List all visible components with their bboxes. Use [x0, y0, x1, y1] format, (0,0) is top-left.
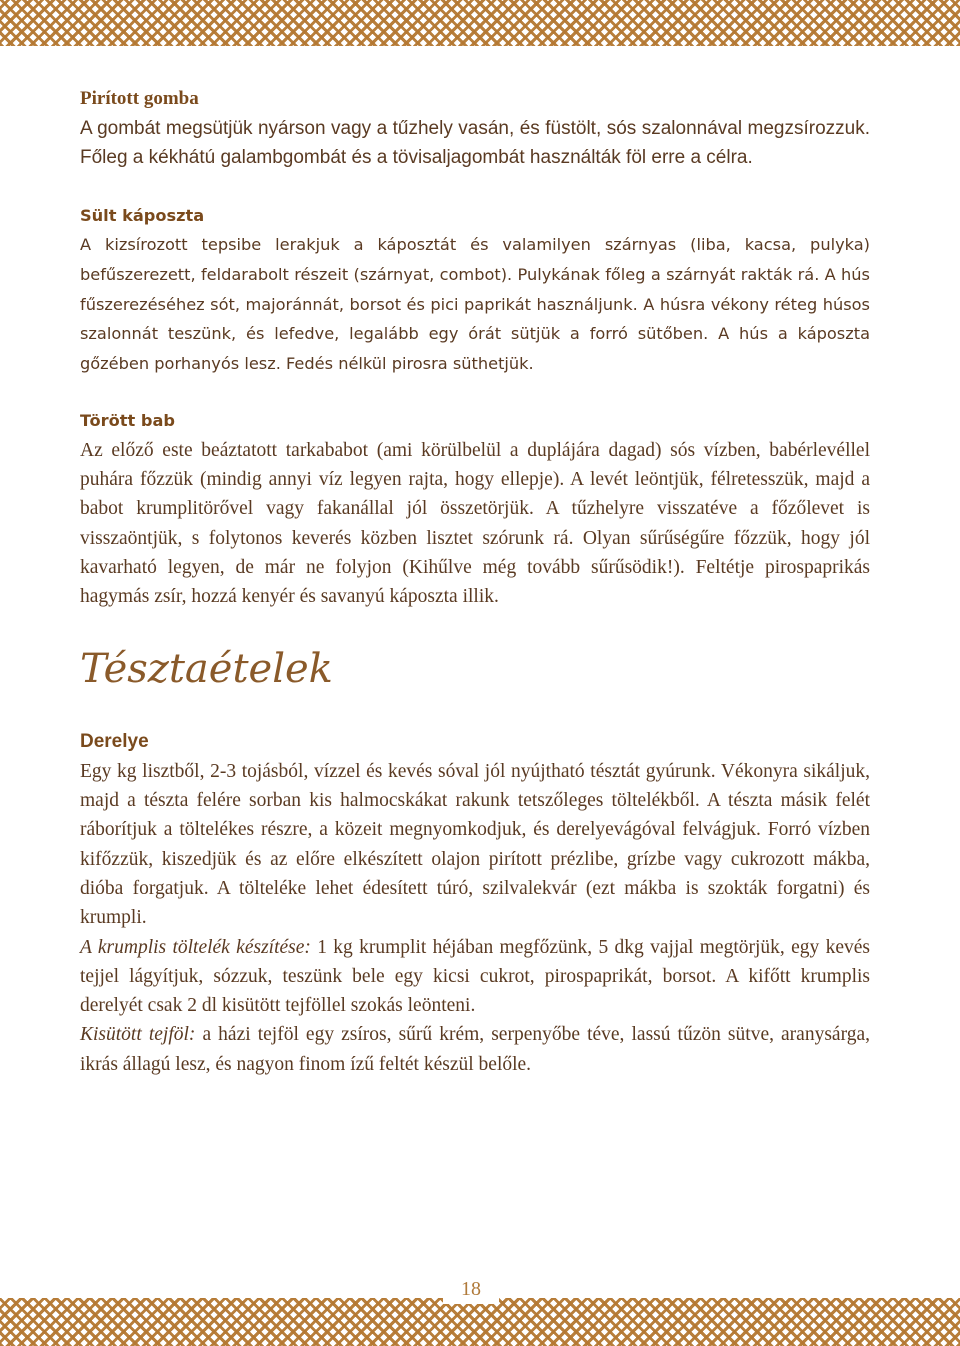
note-text: a házi tejföl egy zsíros, sűrű krém, serpenyőbe téve, lassú tűzön sütve, aranysárga, ikrás állagú lesz, és nagyon finom ízű feltét készül belőle.: [80, 1024, 870, 1075]
recipe-text: A kizsírozott tepsibe lerakjuk a káposztát és valamilyen szárnyas (liba, kacsa, pulyka) befűszerezett, feldarabolt részeit (szárnyat, combot). Pulykának főleg a szárnyát rakták rá. A hús fűszerezéséhez sót, majoránnát, borsot és pici paprikát használjunk. A húsra vékony réteg húsos szalonnát teszünk, és lefedve, legalább egy órát sütjük a forró sütőben. A hús a káposzta gőzében porhanyós lesz. Fedés nélkül pirosra süthetjük.: [80, 235, 870, 373]
recipe-sult-kaposzta: [80, 201, 870, 379]
recipe-piritott-gomba: [80, 84, 870, 173]
note-label: Kisütött tejföl:: [80, 1024, 196, 1046]
recipe-title: Derelye: [80, 731, 149, 753]
recipe-title: Sült káposzta: [80, 205, 205, 225]
recipe-torott-bab: [80, 406, 870, 611]
recipe-text: A gombát megsütjük nyárson vagy a tűzhely vasán, és füstölt, sós szalonnával megzsírozzuk. Főleg a kékhátú galambgombát és a tövisaljagombát használták föl erre a célra.: [80, 117, 870, 169]
decorative-border-bottom: [0, 1298, 960, 1346]
recipe-derelye: [80, 727, 870, 1079]
note-label: A krumplis töltelék készítése:: [80, 936, 311, 958]
chapter-title: Tésztaételek: [80, 646, 333, 693]
recipe-title: Törött bab: [80, 411, 175, 431]
recipe-title: Pirított gomba: [80, 88, 199, 109]
recipe-note-krumpli: [80, 933, 870, 1021]
note-text: 1 kg krumplit héjában megfőzünk, 5 dkg vajjal megtörjük, egy kevés tejjel lágyítjuk, sózzuk, teszünk bele egy kicsi cukrot, pirospaprikát, borsot. A kifőtt krumplis derelyét csak 2 dl kisütött tejföllel szokás leönteni.: [80, 936, 870, 1017]
recipe-text: Egy kg lisztből, 2-3 tojásból, vízzel és kevés sóval jól nyújtható tésztát gyúrunk. Vékonyra sikáljuk, majd a tészta felére sorban kis halmocskákat rakunk tetszőleges töltelékből. A tészta másik felét ráborítjuk a töltelékes részre, a közeit megnyomkodjuk, és derelyevágóval felvágjuk. Forró vízben kifőzzük, kiszedjük és az előre elkészített olajon pirított prézlibe, grízbe vagy cukrozott mákba, dióba forgatjuk. A töltelékе lehet édesített túró, szilvalekvár (ezt mákba is szokták forgatni) és krumpli.: [80, 760, 870, 929]
recipe-note-tejfol: [80, 1020, 870, 1079]
page-content: [80, 84, 870, 1107]
page-number: 18: [443, 1274, 499, 1304]
recipe-text: Az előző este beáztatott tarkababot (ami körülbelül a duplájára dagad) sós vízben, babérlevéllel puhára főzzük (mindig annyi víz legyen rajta, hogy ellepje). A levét leöntjük, félretesszük, majd a babot krumplitörővel vagy fakanállal jól összetörjük. A tűzhelyre visszatéve a főzőlevet is visszaöntjük, s folytonos keverés közben lisztet szórunk rá. Olyan sűrűségűre főzzük, hogy jól kavarható legyen, de már ne folyjon (Kihűlve még tovább sűrűsödik!). Feltétje pirospaprikás hagymás zsír, hozzá kenyér és savanyú káposzta illik.: [80, 439, 870, 608]
decorative-border-top: [0, 0, 960, 46]
